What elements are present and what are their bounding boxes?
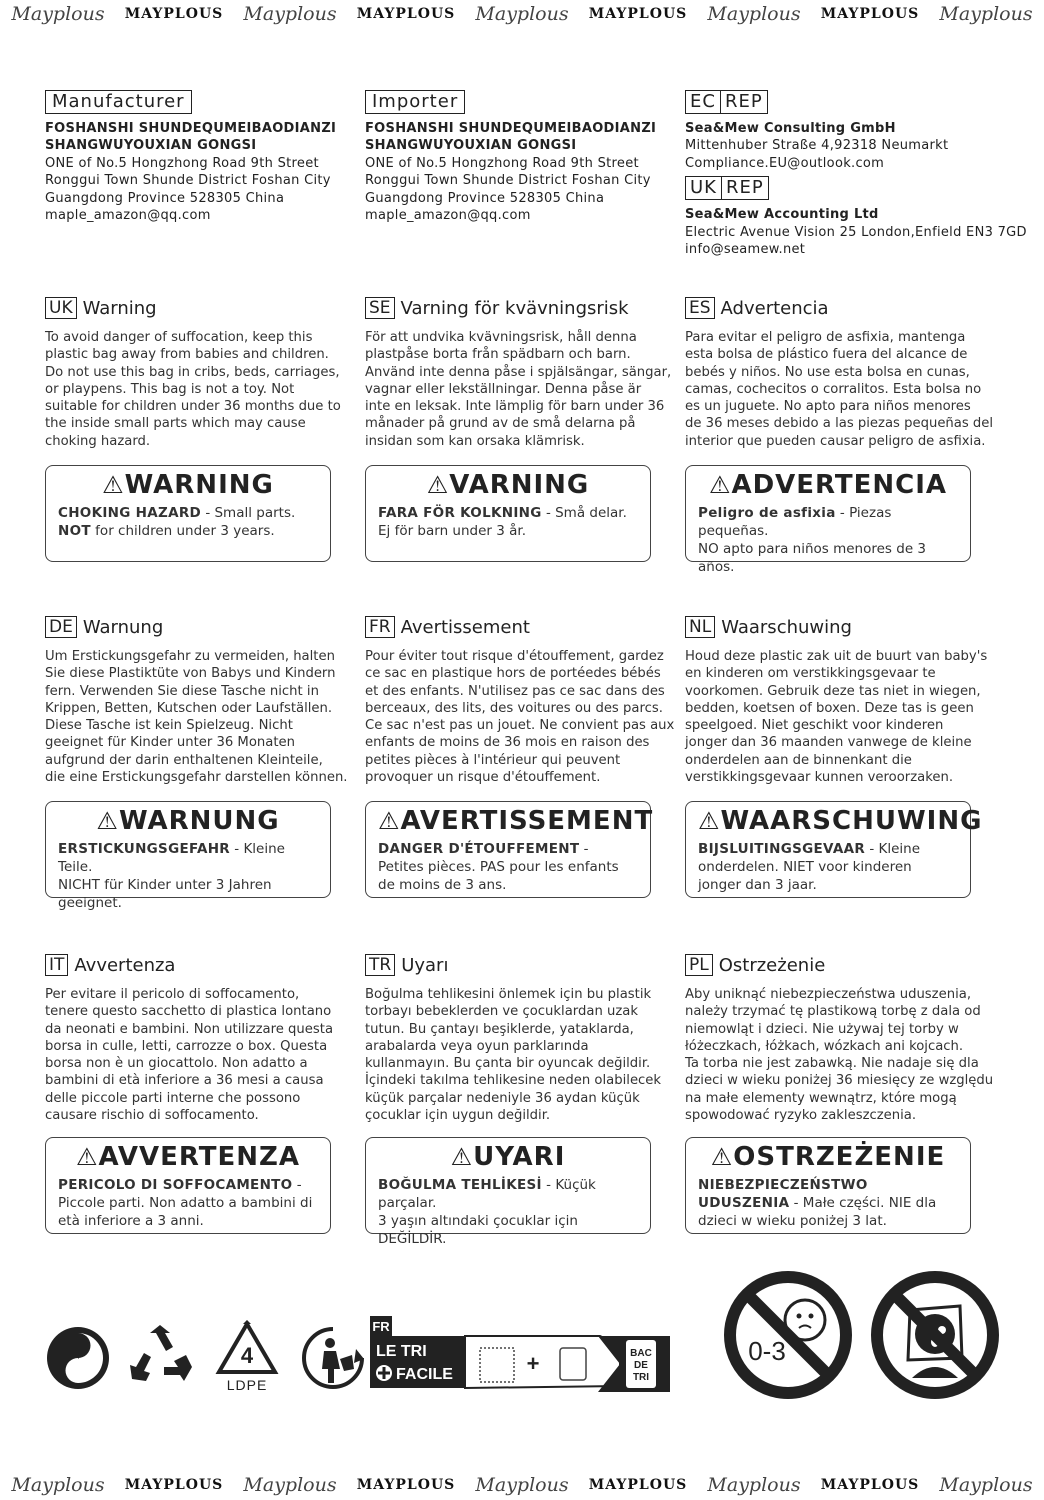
manufacturer-name-line1: FOSHANSHI SHUNDEQUMEIBAODIANZI <box>45 121 337 136</box>
ldpe-recycle-triangle-icon <box>215 1320 279 1392</box>
warning-label-text <box>58 840 318 912</box>
importer-address-line2: Ronggui Town Shunde District Foshan City <box>365 173 651 189</box>
warning-label-title <box>58 806 318 836</box>
section-heading-text: Warnung <box>82 616 164 638</box>
warning-triangle-icon: ⚠ <box>378 807 401 835</box>
not-for-0-3-years-icon <box>723 1270 853 1400</box>
warning-paragraph-line: bebés y niños. No use esta bolsa en cunas, <box>685 364 970 380</box>
hazard-detail: - Kleine Teile. <box>58 841 285 875</box>
importer-name-line1: FOSHANSHI SHUNDEQUMEIBAODIANZI <box>365 121 657 136</box>
warning-triangle-icon: ⚠ <box>102 471 125 499</box>
warning-paragraph-line: geeignet für Kinder unter 36 Monaten <box>45 735 295 751</box>
brand-script-logo: Mayplous <box>243 3 337 25</box>
brand-caps-logo: MAYPLOUS <box>124 6 224 22</box>
bottom-brand-bar <box>0 1471 1044 1499</box>
warning-paragraph-line: verstikkingsgevaar kunnen veroorzaken. <box>685 770 954 786</box>
warning-paragraph-line: esta bolsa de plástico fuera del alcance de <box>685 347 968 363</box>
warning-paragraph-line: Do not use this bag in cribs, beds, carriages, <box>45 364 340 380</box>
section-heading-text: Warning <box>82 297 157 319</box>
hazard-detail: - Small parts. <box>201 505 296 521</box>
warning-label-title-text: AVVERTENZA <box>98 1142 300 1172</box>
ec-rep-info <box>685 120 1040 172</box>
hazard-age-line <box>58 876 318 912</box>
hazard-detail: - Küçük parçalar. <box>378 1177 596 1211</box>
language-code-badge: DE <box>45 616 77 638</box>
warning-paragraph-line: Ta torba nie jest zabawką. Nie nadaje się dla <box>685 1056 979 1072</box>
warning-paragraph-line: en kinderen om verstikkingsgevaar te <box>685 666 936 682</box>
warning-paragraph-line: borsa in culle, letti, carrozze o box. Questa <box>45 1038 328 1054</box>
warning-triangle-icon: ⚠ <box>450 1143 474 1171</box>
ec-rep-label <box>685 90 1040 114</box>
section-heading-text: Avvertenza <box>74 954 176 976</box>
brand-script-logo: Mayplous <box>11 1474 105 1496</box>
triman-bin-line1: BAC <box>630 1348 652 1359</box>
warning-paragraph <box>365 648 683 786</box>
warning-label-text <box>698 504 958 576</box>
manufacturer-info <box>45 120 363 224</box>
section-heading <box>365 616 683 638</box>
warning-paragraph-line: es un juguete. No apto para niños menores <box>685 399 971 415</box>
brand-script-logo: Mayplous <box>475 3 569 25</box>
language-code-badge: ES <box>685 297 715 319</box>
warning-paragraph-line: choking hazard. <box>45 433 151 449</box>
uk-rep-label <box>685 176 1040 200</box>
warning-triangle-icon: ⚠ <box>76 1143 99 1171</box>
warning-paragraph-line: speelgoed. Niet geschikt voor kinderen <box>685 718 944 734</box>
warning-label-text <box>378 504 638 540</box>
warning-paragraph-line: çocuklar için uygun değildir. <box>365 1108 551 1124</box>
warning-label-title-text: WAARSCHUWING <box>720 806 983 836</box>
warning-section-tr <box>365 954 683 1124</box>
hazard-detail: - Piccole parti. Non adatto a bambini di età inferiore a 3 anni. <box>58 1177 313 1229</box>
ec-tag: EC <box>685 90 721 114</box>
triman-line1: LE TRI <box>376 1343 427 1360</box>
warning-paragraph-line: arabalarda veya oyun parklarında <box>365 1038 589 1054</box>
section-heading <box>365 954 683 976</box>
warning-paragraph-line: delle piccole parti interne che possono <box>45 1090 301 1106</box>
warning-section-uk <box>45 297 363 450</box>
section-heading-text: Varning för kvävningsrisk <box>400 297 629 319</box>
ec-rep-address: Mittenhuber Straße 4,92318 Neumarkt <box>685 138 949 154</box>
suffocation-warning-icon <box>870 1270 1000 1400</box>
warning-paragraph-line: the inside small parts which may cause <box>45 416 306 432</box>
warning-triangle-icon: ⚠ <box>96 807 119 835</box>
importer-block <box>365 90 683 224</box>
warning-label-box <box>685 465 971 575</box>
warning-paragraph-line: plastpåse borta från spädbarn och barn. <box>365 347 631 363</box>
warning-paragraph-line: To avoid danger of suffocation, keep this <box>45 330 313 345</box>
triman-line2: FACILE <box>396 1366 453 1383</box>
warning-paragraph-line: bambini di età inferiore a 36 mesi a causa <box>45 1073 324 1089</box>
warning-paragraph-line: da neonati e bambini. Non utilizzare questa <box>45 1021 334 1037</box>
warning-paragraph-line: or playpens. This bag is not a toy. Not <box>45 381 295 397</box>
hazard-age-text: 3 yaşın altındaki çocuklar için DEĞİLDİR. <box>378 1213 578 1247</box>
warning-paragraph-line: Per evitare il pericolo di soffocamento, <box>45 987 300 1002</box>
importer-title: Importer <box>365 90 465 114</box>
hazard-age-line <box>698 540 958 576</box>
warning-label-title-text: OSTRZEŻENIE <box>733 1142 946 1172</box>
uk-tag: UK <box>685 176 722 200</box>
warning-paragraph-line: spowodować ryzyko zakleszczenia. <box>685 1108 917 1124</box>
brand-script-logo: Mayplous <box>707 3 801 25</box>
warning-paragraph-line: tenere questo sacchetto di plastica lontano <box>45 1004 332 1020</box>
section-heading <box>45 954 363 976</box>
warning-label-title <box>698 470 958 500</box>
ldpe-number: 4 <box>240 1343 254 1368</box>
uk-rep-info <box>685 206 1040 258</box>
warning-paragraph-line: berceaux, des lits, des voitures ou des parcs. <box>365 700 663 716</box>
manufacturer-title: Manufacturer <box>45 90 192 114</box>
hazard-age-text: Ej för barn under 3 år. <box>378 523 527 539</box>
warning-label-title-text: WARNING <box>124 470 274 500</box>
hazard-detail: - Små delar. <box>541 505 627 521</box>
importer-info <box>365 120 683 224</box>
warning-section-it <box>45 954 363 1124</box>
hazard-name: BIJSLUITINGSGEVAAR <box>698 841 866 857</box>
warning-label-title-text: WARNUNG <box>118 806 280 836</box>
warning-paragraph-line: jonger dan 36 maanden vanwege de kleine <box>685 735 972 751</box>
warning-paragraph-line: plastic bag away from babies and children. <box>45 347 329 363</box>
language-code-badge: IT <box>45 954 68 976</box>
section-heading-text: Avertissement <box>400 616 530 638</box>
language-code-badge: NL <box>685 616 715 638</box>
warning-label-text <box>378 840 638 894</box>
warning-paragraph-line: fern. Verwenden Sie diese Tasche nicht in <box>45 683 319 699</box>
triman-banner-graphic <box>370 1316 675 1392</box>
warning-triangle-icon: ⚠ <box>426 471 450 499</box>
warning-paragraph-line: Krippen, Betten, Kutschen oder Laufställen. <box>45 700 333 716</box>
green-dot-icon <box>45 1325 111 1391</box>
language-code-badge: SE <box>365 297 395 319</box>
warning-label-text <box>698 1176 958 1230</box>
section-heading-text: Uyarı <box>401 954 449 976</box>
warning-paragraph-line: provoquer un risque d'étouffement. <box>365 770 601 786</box>
warning-section-pl <box>685 954 1003 1124</box>
warning-paragraph-line: należy trzymać tę plastikową torbę z dala od <box>685 1004 981 1020</box>
warning-label-text <box>58 1176 318 1230</box>
warning-label-title-text: AVERTISSEMENT <box>400 806 654 836</box>
warning-paragraph-line: Pour éviter tout risque d'étouffement, gardez <box>365 649 664 664</box>
language-code-badge: UK <box>45 297 77 319</box>
warning-paragraph-line: petites pièces à l'intérieur qui peuvent <box>365 752 621 768</box>
warning-paragraph-line: Använd inte denna påse i spjälsängar, sängar, <box>365 364 672 380</box>
warning-label-text <box>58 504 318 540</box>
warning-paragraph <box>45 986 363 1124</box>
ldpe-label: LDPE <box>226 1377 268 1392</box>
hazard-name: Peligro de asfixia <box>698 505 836 521</box>
warning-paragraph-line: onderdelen aan de binnenkant die <box>685 752 912 768</box>
warning-paragraph-line: suitable for children under 36 months due to <box>45 399 341 415</box>
top-brand-bar <box>0 0 1044 28</box>
hazard-detail: - Petites pièces. PAS pour les enfants de moins de 3 ans. <box>378 841 619 893</box>
warning-label-title <box>378 470 638 500</box>
hazard-age-line <box>58 522 318 540</box>
hazard-age-text: for children under 3 years. <box>90 523 275 539</box>
warning-paragraph-line: Diese Tasche ist kein Spielzeug. Nicht <box>45 718 293 734</box>
brand-caps-logo: MAYPLOUS <box>820 6 920 22</box>
hazard-name: CHOKING HAZARD <box>58 505 202 521</box>
brand-caps-logo: MAYPLOUS <box>124 1477 224 1493</box>
section-heading-text: Advertencia <box>720 297 829 319</box>
warning-paragraph-line: Aby uniknąć niebezpieczeństwa uduszenia, <box>685 987 972 1002</box>
language-code-badge: TR <box>365 954 395 976</box>
hazard-name: DANGER D'ÉTOUFFEMENT <box>378 841 580 857</box>
warning-label-title <box>378 1142 638 1172</box>
warning-paragraph <box>685 329 1003 450</box>
warning-label-box <box>45 1137 331 1234</box>
warning-paragraph-line: Um Erstickungsgefahr zu vermeiden, halten <box>45 649 335 664</box>
warning-section-se <box>365 297 683 450</box>
warning-paragraph-line: vagnar eller lekställningar. Denna påse är <box>365 381 642 397</box>
triman-bin-line3: TRI <box>632 1372 650 1383</box>
warning-label-title-text: VARNING <box>449 470 590 500</box>
warning-paragraph <box>45 329 363 450</box>
warning-paragraph-line: bedden, koetsen of boxen. Deze tas is geen <box>685 700 974 716</box>
warning-paragraph-line: Para evitar el peligro de asfixia, mantenga <box>685 330 966 345</box>
triman-bin-line2: DE <box>634 1360 648 1371</box>
rep-tag: REP <box>721 90 768 114</box>
warning-paragraph-line: borsa non è un giocattolo. Non adatto a <box>45 1056 308 1072</box>
brand-script-logo: Mayplous <box>243 1474 337 1496</box>
uk-rep-name: Sea&Mew Accounting Ltd <box>685 207 879 223</box>
warning-paragraph-line: kullanmayın. Bu çanta bir oyuncak değildir. <box>365 1056 651 1072</box>
warning-label-title <box>698 806 983 836</box>
warning-paragraph-line: causare rischio di soffocamento. <box>45 1108 259 1124</box>
manufacturer-name-line2: SHANGWUYOUXIAN GONGSI <box>45 138 257 154</box>
representatives-block <box>685 90 1040 258</box>
importer-name-line2: SHANGWUYOUXIAN GONGSI <box>365 138 577 154</box>
manufacturer-block <box>45 90 363 224</box>
hazard-age-text: NO apto para niños menores de 3 años. <box>698 541 927 575</box>
section-heading <box>45 616 363 638</box>
warning-paragraph-line: månader på grund av de små delarna på <box>365 416 636 432</box>
warning-paragraph <box>45 648 363 786</box>
warning-label-box <box>365 1137 651 1247</box>
warning-paragraph-line: inte en leksak. Inte lämplig för barn under 36 <box>365 399 665 415</box>
manufacturer-address-line2: Ronggui Town Shunde District Foshan City <box>45 173 331 189</box>
uk-rep-email: info@seamew.net <box>685 242 806 258</box>
warning-paragraph-line: Sie diese Plastiktüte von Babys und Kindern <box>45 666 336 682</box>
hazard-name: ERSTICKUNGSGEFAHR <box>58 841 230 857</box>
brand-script-logo: Mayplous <box>939 1474 1033 1496</box>
warning-section-fr <box>365 616 683 786</box>
warning-section-nl <box>685 616 1003 786</box>
brand-script-logo: Mayplous <box>11 3 105 25</box>
warning-label-title <box>58 1142 318 1172</box>
warning-paragraph <box>685 986 1003 1124</box>
warning-paragraph <box>365 329 683 450</box>
triman-fr-label: FR <box>372 1319 390 1334</box>
warning-label-box <box>45 801 331 911</box>
warning-paragraph-line: İçindeki takılma tehlikesine neden olabilecek <box>365 1073 662 1089</box>
brand-caps-logo: MAYPLOUS <box>588 6 688 22</box>
hazard-age-line <box>378 1212 638 1248</box>
section-heading-text: Waarschuwing <box>721 616 852 638</box>
manufacturer-email: maple_amazon@qq.com <box>45 208 211 224</box>
section-heading <box>685 616 1003 638</box>
warning-label-box <box>685 1137 971 1234</box>
warning-paragraph-line: die eine Erstickungsgefahr darstellen können. <box>45 770 348 786</box>
warning-triangle-icon: ⚠ <box>698 807 721 835</box>
section-heading <box>45 297 363 319</box>
section-heading <box>365 297 683 319</box>
warning-label-title <box>698 1142 958 1172</box>
brand-caps-logo: MAYPLOUS <box>588 1477 688 1493</box>
section-heading <box>685 954 1003 976</box>
warning-paragraph-line: insidan som kan orsaka klämrisk. <box>365 433 585 449</box>
warning-triangle-icon: ⚠ <box>708 471 732 499</box>
warning-label-box <box>45 465 331 562</box>
warning-label-title-text: ADVERTENCIA <box>731 470 948 500</box>
uk-rep-address: Electric Avenue Vision 25 London,Enfield EN3 7GD <box>685 224 1027 240</box>
warning-paragraph-line: łóżeczkach, łóżkach, wózkach ani kojcach. <box>685 1038 964 1054</box>
warning-paragraph-line: ce sac en plastique hors de portéedes bébés <box>365 666 661 682</box>
hazard-age-text: NICHT für Kinder unter 3 Jahren geeignet. <box>58 877 272 911</box>
brand-script-logo: Mayplous <box>707 1474 801 1496</box>
section-heading-text: Ostrzeżenie <box>718 954 826 976</box>
warning-paragraph-line: aufgrund der darin enthaltenen Kleinteile, <box>45 752 323 768</box>
hazard-age-line <box>378 522 638 540</box>
warning-paragraph-line: Houd deze plastic zak uit de buurt van baby's <box>685 649 988 664</box>
language-code-badge: FR <box>365 616 395 638</box>
warning-paragraph-line: enfants de moins de 36 mois en raison des <box>365 735 650 751</box>
hazard-detail: - Kleine onderdelen. NIET voor kinderen jonger dan 3 jaar. <box>698 841 921 893</box>
warning-paragraph-line: küçük parçalar nedeniyle 36 aydan küçük <box>365 1090 640 1106</box>
brand-script-logo: Mayplous <box>939 3 1033 25</box>
warning-section-de <box>45 616 363 786</box>
triman-figure-icon <box>300 1325 366 1391</box>
ec-rep-name: Sea&Mew Consulting GmbH <box>685 121 896 136</box>
warning-label-title <box>58 470 318 500</box>
recycle-icon <box>128 1325 194 1385</box>
warning-paragraph-line: Boğulma tehlikesini önlemek için bu plastik <box>365 987 652 1002</box>
warning-paragraph-line: interior que pueden causar peligro de asfixia. <box>685 433 986 449</box>
warning-label-box <box>365 801 654 898</box>
warning-paragraph-line: dzieci w wieku poniżej 36 miesięcy ze względu <box>685 1073 994 1089</box>
hazard-age-emphasis: NOT <box>58 523 91 539</box>
brand-caps-logo: MAYPLOUS <box>820 1477 920 1493</box>
manufacturer-address-line3: Guangdong Province 528305 China <box>45 190 285 206</box>
warning-paragraph-line: Ce sac n'est pas un jouet. Ne convient pas aux <box>365 718 675 734</box>
ec-rep-email: Compliance.EU@outlook.com <box>685 155 885 171</box>
importer-address-line3: Guangdong Province 528305 China <box>365 190 605 206</box>
hazard-name: BOĞULMA TEHLİKESİ <box>378 1177 542 1193</box>
warning-triangle-icon: ⚠ <box>710 1143 734 1171</box>
warning-paragraph-line: et des enfants. N'utilisez pas ce sac dans des <box>365 683 665 699</box>
warning-paragraph-line: voorkomen. Gebruik deze tas niet in wiegen, <box>685 683 981 699</box>
warning-paragraph-line: För att undvika kvävningsrisk, håll denna <box>365 330 637 345</box>
warning-label-box <box>685 801 983 898</box>
hazard-name: PERICOLO DI SOFFOCAMENTO <box>58 1177 293 1193</box>
hazard-detail: - Piezas pequeñas. <box>698 505 892 539</box>
rep-tag: REP <box>722 176 769 200</box>
warning-paragraph-line: na małe elementy wewnątrz, które mogą <box>685 1090 957 1106</box>
section-heading <box>685 297 1003 319</box>
warning-paragraph <box>365 986 683 1124</box>
hazard-name: FARA FÖR KOLKNING <box>378 505 542 521</box>
triman-info-banner <box>370 1316 675 1392</box>
manufacturer-address-line1: ONE of No.5 Hongzhong Road 9th Street <box>45 155 319 171</box>
importer-address-line1: ONE of No.5 Hongzhong Road 9th Street <box>365 155 639 171</box>
age-label: 0-3 <box>748 1336 786 1366</box>
warning-paragraph-line: tutun. Bu çantayı beşiklerde, yataklarda, <box>365 1021 634 1037</box>
warning-paragraph-line: torbayı bebeklerden ve çocuklardan uzak <box>365 1004 638 1020</box>
hazard-detail: - Małe części. NIE dla dzieci w wieku poniżej 3 lat. <box>698 1195 937 1229</box>
warning-label-box <box>365 465 651 562</box>
brand-caps-logo: MAYPLOUS <box>356 6 456 22</box>
language-code-badge: PL <box>685 954 713 976</box>
warning-label-text <box>378 1176 638 1248</box>
warning-paragraph-line: de 36 meses debido a las piezas pequeñas del <box>685 416 994 432</box>
hazard-name: NIEBEZPIECZEŃSTWO UDUSZENIA <box>698 1177 868 1211</box>
warning-label-text <box>698 840 958 894</box>
warning-paragraph-line: niemowląt i dzieci. Nie używaj tej torby w <box>685 1021 959 1037</box>
brand-caps-logo: MAYPLOUS <box>356 1477 456 1493</box>
brand-script-logo: Mayplous <box>475 1474 569 1496</box>
warning-section-es <box>685 297 1003 450</box>
triman-plus: + <box>526 1351 540 1376</box>
warning-paragraph-line: camas, cochecitos o corralitos. Esta bolsa no <box>685 381 982 397</box>
warning-paragraph <box>685 648 1003 786</box>
warning-label-title-text: UYARI <box>473 1142 566 1172</box>
warning-label-title <box>378 806 654 836</box>
importer-email: maple_amazon@qq.com <box>365 208 531 224</box>
